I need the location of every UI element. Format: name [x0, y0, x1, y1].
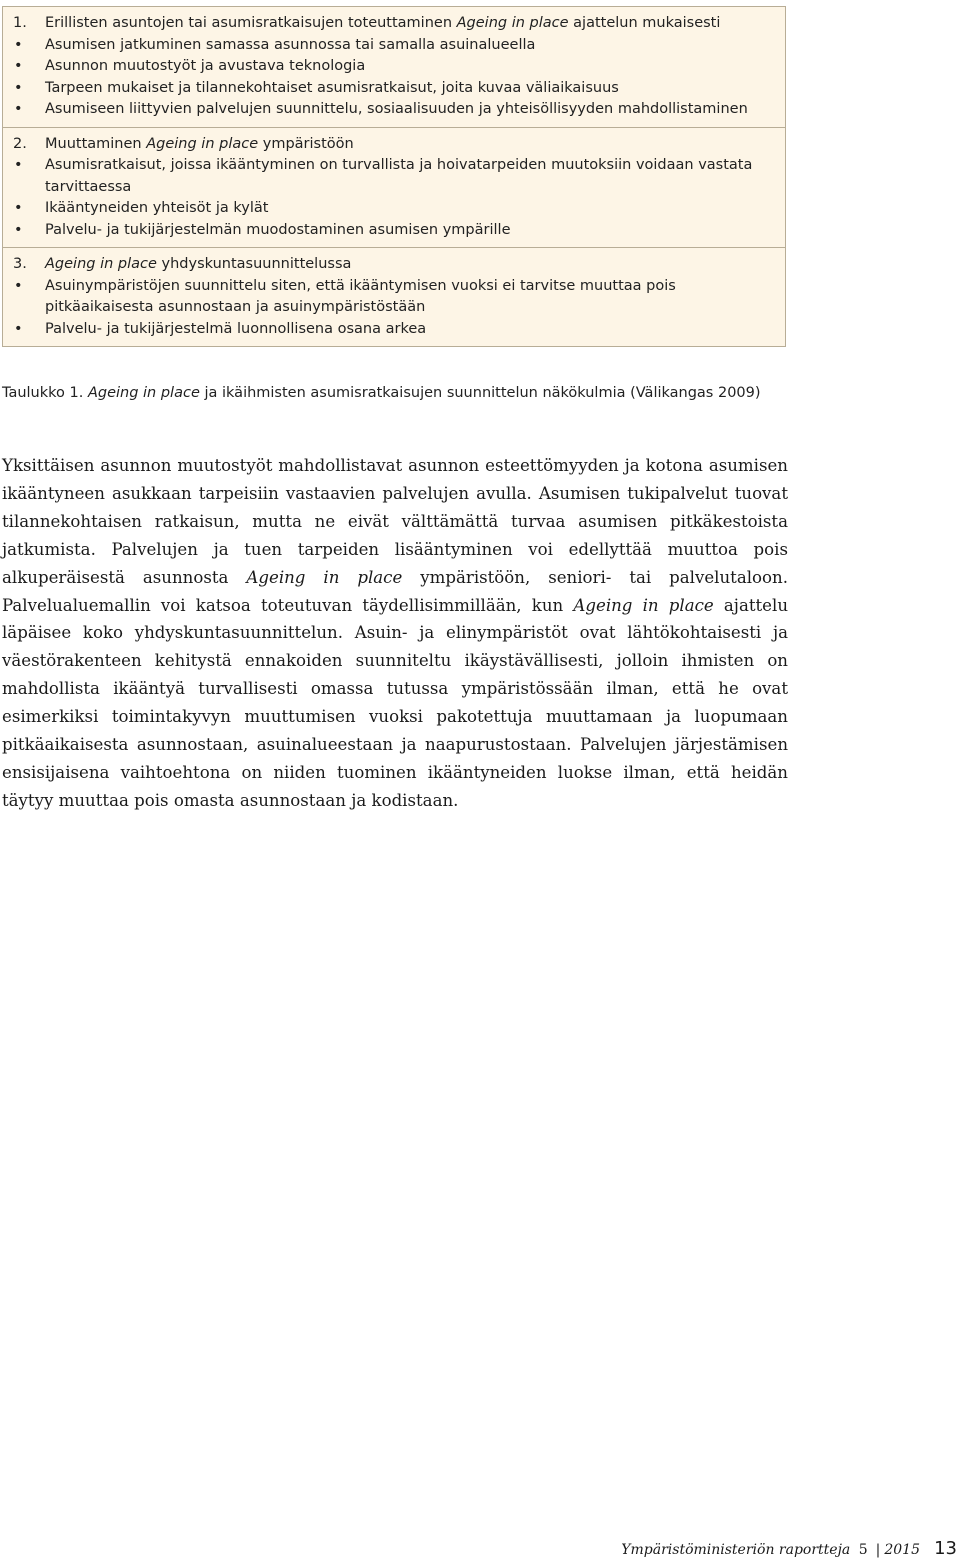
list-item: • Asumisratkaisut, joissa ikääntyminen on turvallista ja hoivatarpeiden muutoksiin voidaan vastata tarvittaessa — [14, 157, 753, 195]
section-number: 1. — [13, 15, 27, 31]
series-name: Ympäristöministeriön raportteja — [621, 1542, 851, 1558]
table-section-1 — [3, 7, 785, 128]
bullet-icon: • — [14, 101, 23, 117]
list-item: • Asunnon muutostyöt ja avustava teknologia — [11, 56, 775, 78]
section-number: 3. — [13, 256, 27, 272]
bullet-icon: • — [14, 157, 23, 173]
table-caption: Taulukko 1. Ageing in place ja ikäihmisten asumisratkaisujen suunnittelun näkökulmia (Välikangas 2009) — [2, 385, 761, 401]
issue-number: 5 — [858, 1542, 868, 1558]
bullet-icon: • — [14, 36, 23, 53]
bullet-icon: • — [14, 200, 23, 216]
list-item: • Palvelu- ja tukijärjestelmä luonnollisena osana arkea — [11, 319, 775, 341]
bullet-icon: • — [14, 320, 23, 337]
table-section-2 — [3, 128, 785, 249]
footer-separator: | — [875, 1542, 881, 1558]
bullet-icon: • — [14, 58, 23, 74]
publication-year: 2015 — [884, 1542, 920, 1558]
summary-table — [2, 6, 786, 347]
section-title: 1. Erillisten asuntojen tai asumisratkaisujen toteuttaminen Ageing in place ajattelun mukaisesti — [11, 13, 775, 35]
table-section-3 — [3, 248, 785, 346]
list-item: • Ikääntyneiden yhteisöt ja kylät — [11, 198, 775, 220]
list-item: • Asumisen jatkuminen samassa asunnossa tai samalla asuinalueella — [11, 35, 775, 57]
section-title: 3. Ageing in place yhdyskuntasuunnittelussa — [11, 254, 775, 276]
bullet-icon: • — [14, 277, 23, 294]
list-item: • Tarpeen mukaiset ja tilannekohtaiset asumisratkaisut, joita kuvaa väliaikaisuus — [11, 78, 775, 100]
bullet-icon: • — [14, 79, 23, 96]
page-footer — [560, 1538, 960, 1562]
publication-info — [621, 1542, 920, 1558]
bullet-icon: • — [14, 221, 23, 238]
list-item: • Palvelu- ja tukijärjestelmän muodostaminen asumisen ympärille — [11, 220, 775, 242]
section-number: 2. — [13, 135, 27, 152]
section-title: 2. Muuttaminen Ageing in place ympäristöön — [11, 134, 775, 156]
body-paragraph: Yksittäisen asunnon muutostyöt mahdollistavat asunnon esteettömyyden ja kotona asumisen ikääntyneen asukkaan tarpeisiin vastaavien palvelujen avulla. Asumisen tukipalvelut tuovat tilannekohtaisen ratkaisun, mutta ne eivät välttämättä turvaa asumisen pitkäkestoista jatkumista. Palvelujen ja tuen tarpeiden lisääntyminen voi edellyttää muuttoa pois alkuperäisestä asunnosta Ageing in place ympäristöön, seniori- tai palvelutaloon. Palvelualuemallin voi katsoa toteutuvan täydellisimmillään, kun Ageing in place ajattelu läpäisee koko yhdyskuntasuunnittelun. Asuin- ja elinympäristöt ovat lähtökohtaisesti ja väestörakenteen kehitystä ennakoiden suunniteltu ikäystävällisesti, jolloin ihmisten on mahdollista ikääntyä turvallisesti omassa tutussa ympäristössään ilman, että he ovat esimerkiksi toimintakyvyn muuttumisen vuoksi pakotettuja muuttamaan ja luopumaan pitkäaikaisesta asunnostaan, asuinalueestaan ja naapurustostaan. Palvelujen järjestämisen ensisijaisena vaihtoehtona on niiden tuominen ikääntyneiden luokse ilman, että heidän täytyy muuttaa pois omasta asunnostaan ja kodistaan. — [2, 456, 789, 810]
list-item: • Asumiseen liittyvien palvelujen suunnittelu, sosiaalisuuden ja yhteisöllisyyden mahdollistaminen — [11, 99, 775, 121]
list-item: • Asuinympäristöjen suunnittelu siten, että ikääntymisen vuoksi ei tarvitse muuttaa pois pitkäaikaisesta asunnostaan ja asuinympäristöstään — [14, 277, 676, 315]
page-number: 13 — [934, 1538, 957, 1559]
